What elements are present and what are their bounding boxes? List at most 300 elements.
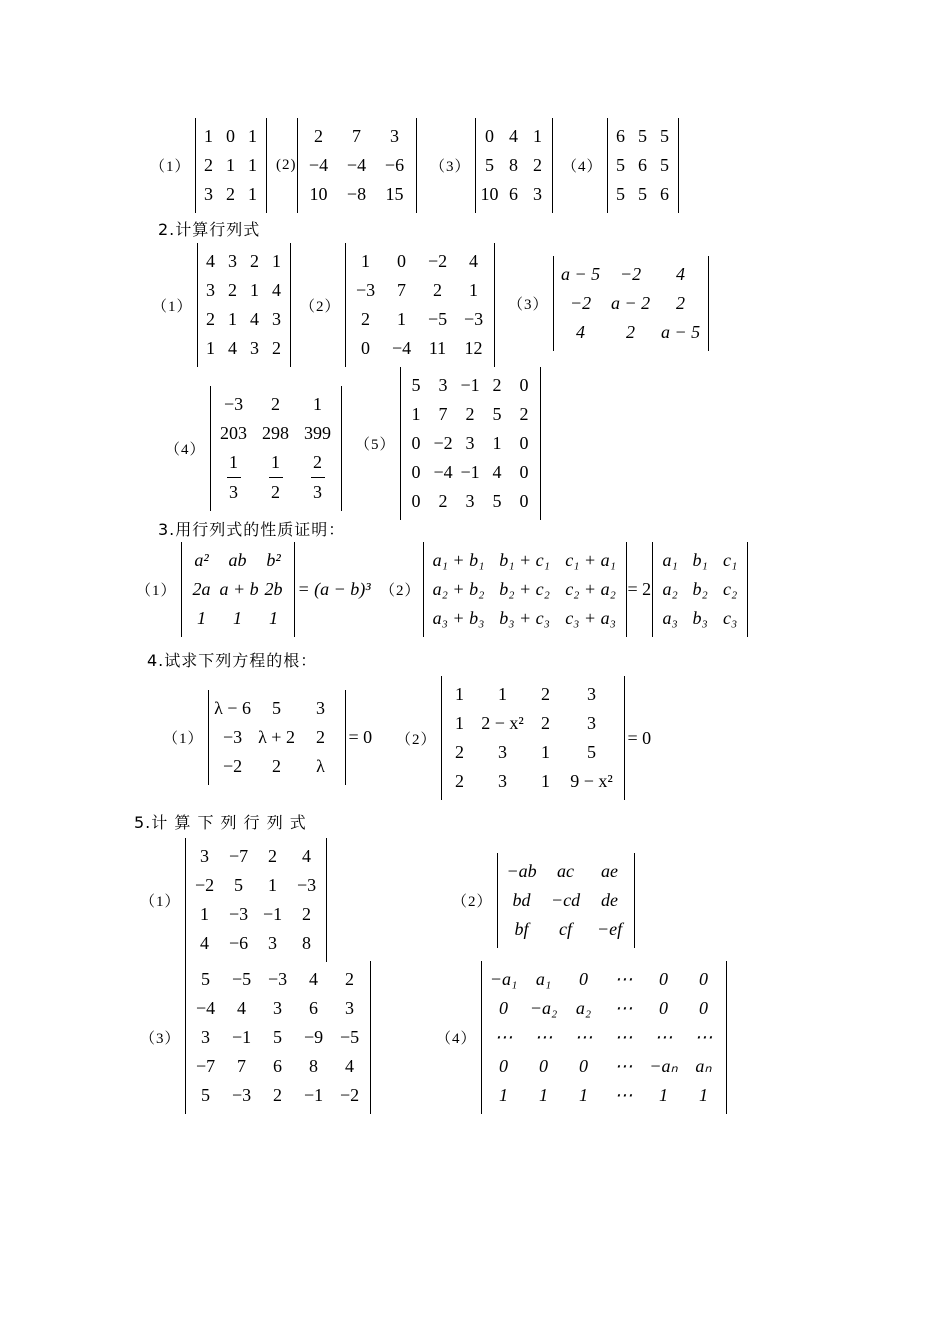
matrix-cell: 2 — [206, 309, 216, 329]
denominator: 3 — [313, 482, 323, 502]
matrix-cell: 3 — [498, 771, 508, 791]
matrix-cell: −ab — [506, 861, 537, 881]
matrix-cell: −cd — [550, 890, 581, 910]
item-label: （4） — [562, 159, 603, 175]
matrix-cell: 2 — [519, 404, 529, 424]
matrix-cell: 3 — [201, 1027, 211, 1047]
matrix-cell: 7 — [237, 1056, 247, 1076]
matrix-cell: 1 — [233, 608, 243, 628]
determinant — [185, 838, 327, 962]
matrix-cell: −3 — [228, 904, 249, 924]
determinant — [423, 542, 627, 637]
matrix-cell: −4 — [391, 338, 412, 358]
section-2-title: 2.计算行列式 — [158, 220, 261, 239]
matrix-cell: 1 — [659, 1085, 669, 1105]
matrix-cell-fraction — [297, 448, 339, 507]
item-label: （2） — [452, 894, 493, 910]
matrix-cell: 0 — [411, 462, 421, 482]
matrix-cell: 3 — [498, 742, 508, 762]
matrix-cell: 0 — [659, 998, 669, 1018]
matrix-cell: 2 — [271, 394, 281, 414]
matrix-cell: 1 — [539, 1085, 549, 1105]
matrix-cell: a − 5 — [560, 264, 601, 284]
matrix-cell: −4 — [195, 998, 216, 1018]
matrix-cell: −3 — [223, 394, 244, 414]
matrix-cell: 5 — [660, 155, 670, 175]
matrix-cell: 2 — [302, 904, 312, 924]
matrix-cell: −5 — [231, 969, 252, 989]
matrix-cell: 3 — [533, 184, 543, 204]
rhs: = 0 — [627, 727, 652, 748]
matrix-cell: −6 — [384, 155, 405, 175]
matrix-cell: −a₂ — [529, 998, 558, 1018]
matrix-cell: −2 — [619, 264, 642, 284]
s5-item-2 — [452, 853, 635, 948]
matrix-cell: −1 — [303, 1085, 324, 1105]
matrix-cell: b₃ — [692, 608, 708, 628]
matrix-cell: −2 — [427, 251, 448, 271]
matrix-cell: a − 2 — [610, 293, 651, 313]
item-label: (2) — [276, 157, 297, 173]
s5-item-3 — [140, 961, 371, 1114]
matrix-cell: −4 — [308, 155, 329, 175]
matrix-cell: 4 — [492, 462, 502, 482]
matrix-cell: a + b — [219, 579, 259, 599]
matrix-cell: 5 — [201, 969, 211, 989]
determinant — [497, 853, 635, 948]
matrix-cell: cf — [559, 919, 573, 939]
matrix-cell: 1 — [361, 251, 371, 271]
matrix-cell: ⋯ — [654, 1027, 673, 1047]
matrix-cell: 1 — [248, 126, 258, 146]
item-label: （3） — [430, 159, 471, 175]
matrix-cell: −2 — [339, 1085, 360, 1105]
matrix-cell: ab — [228, 550, 247, 570]
matrix-cell: −4 — [346, 155, 367, 175]
matrix-cell: 0 — [579, 1056, 589, 1076]
matrix-cell: 4 — [676, 264, 686, 284]
determinant — [195, 118, 267, 213]
matrix-cell: a − 5 — [660, 322, 701, 342]
matrix-cell: 1 — [226, 155, 236, 175]
matrix-cell: 399 — [304, 423, 332, 443]
matrix-cell: 3 — [272, 309, 282, 329]
matrix-cell: −3 — [222, 727, 243, 747]
matrix-cell: 2 — [273, 1085, 283, 1105]
matrix-cell: −ef — [596, 919, 623, 939]
matrix-cell: 5 — [492, 491, 502, 511]
matrix-cell: 1 — [499, 1085, 509, 1105]
matrix-cell: c₃ — [723, 608, 738, 628]
matrix-cell: 6 — [509, 184, 519, 204]
matrix-cell: −6 — [228, 933, 249, 953]
matrix-cell: 5 — [638, 126, 648, 146]
matrix-cell: 0 — [519, 433, 529, 453]
matrix-cell: ae — [601, 861, 619, 881]
determinant — [185, 961, 371, 1114]
matrix-cell: 1 — [250, 280, 260, 300]
matrix-cell: 2 — [676, 293, 686, 313]
s2-item-1 — [152, 243, 291, 367]
matrix-cell: 2 — [541, 684, 551, 704]
matrix-cell: 5 — [273, 1027, 283, 1047]
matrix-cell: b₂ — [692, 579, 708, 599]
matrix-cell: ⋯ — [534, 1027, 553, 1047]
matrix-cell: a₃ — [662, 608, 678, 628]
matrix-cell: 6 — [309, 998, 319, 1018]
matrix-cell: 10 — [309, 184, 328, 204]
matrix-cell: 2 — [228, 280, 238, 300]
s3-item-1 — [136, 542, 374, 637]
matrix-cell: c₂ — [723, 579, 738, 599]
matrix-cell: 3 — [204, 184, 214, 204]
matrix-cell: 1 — [533, 126, 543, 146]
matrix-cell: −8 — [346, 184, 367, 204]
matrix-cell: −aₙ — [649, 1056, 678, 1076]
matrix-cell: 4 — [206, 251, 216, 271]
item-label: （2） — [300, 298, 341, 315]
matrix-cell: 3 — [465, 433, 475, 453]
matrix-cell: a₂ — [662, 579, 678, 599]
item-label: （1） — [163, 731, 204, 747]
matrix-cell: 1 — [411, 404, 421, 424]
matrix-cell: 8 — [302, 933, 312, 953]
matrix-cell: a₁ + b₁ — [432, 550, 485, 570]
s1-item-2 — [276, 118, 417, 213]
matrix-cell: 3 — [268, 933, 278, 953]
matrix-cell: 1 — [455, 684, 465, 704]
matrix-cell: 7 — [438, 404, 448, 424]
matrix-cell: −9 — [303, 1027, 324, 1047]
matrix-cell: 2 — [433, 280, 443, 300]
matrix-cell: ⋯ — [614, 1027, 633, 1047]
matrix-cell: ⋯ — [614, 969, 633, 989]
matrix-cell: 1 — [455, 713, 465, 733]
matrix-cell: −2 — [194, 875, 215, 895]
matrix-cell: 3 — [228, 251, 238, 271]
matrix-cell: 298 — [262, 423, 290, 443]
matrix-cell: 0 — [519, 375, 529, 395]
matrix-cell: 1 — [197, 608, 207, 628]
section-4-title: 4.试求下列方程的根： — [147, 651, 318, 670]
matrix-cell: 4 — [576, 322, 586, 342]
matrix-cell: 1 — [200, 904, 210, 924]
matrix-cell: 1 — [498, 684, 508, 704]
matrix-cell: 11 — [428, 338, 447, 358]
s4-item-1 — [163, 690, 375, 785]
matrix-cell: −7 — [228, 846, 249, 866]
item-label: （1） — [150, 159, 191, 175]
s1-item-3 — [430, 118, 553, 213]
matrix-cell: 6 — [273, 1056, 283, 1076]
determinant — [400, 367, 541, 520]
matrix-cell: a₁ — [535, 969, 552, 989]
middle-equals: = 2 — [627, 579, 652, 599]
matrix-cell: 15 — [385, 184, 404, 204]
matrix-cell-fraction — [255, 448, 297, 507]
matrix-cell: 2b — [264, 579, 283, 599]
matrix-cell: 1 — [469, 280, 479, 300]
matrix-cell: 1 — [248, 155, 258, 175]
matrix-cell: 0 — [539, 1056, 549, 1076]
matrix-cell: 5 — [272, 698, 282, 718]
matrix-cell: 5 — [616, 155, 626, 175]
matrix-cell: 6 — [616, 126, 626, 146]
matrix-cell: 2a — [192, 579, 211, 599]
matrix-cell: 2 — [345, 969, 355, 989]
matrix-cell: 6 — [660, 184, 670, 204]
matrix-cell: −2 — [222, 756, 243, 776]
matrix-cell: −7 — [195, 1056, 216, 1076]
s1-item-1 — [150, 118, 267, 213]
matrix-cell: 9 − x² — [570, 771, 613, 791]
matrix-cell: 10 — [480, 184, 499, 204]
matrix-cell: 1 — [397, 309, 407, 329]
matrix-cell: 1 — [579, 1085, 589, 1105]
matrix-cell: 2 — [314, 126, 323, 146]
matrix-cell: 4 — [469, 251, 479, 271]
matrix-cell: 4 — [200, 933, 210, 953]
item-label: （4） — [165, 442, 206, 458]
matrix-cell: 2 — [316, 727, 326, 747]
matrix-cell: −a₁ — [489, 969, 518, 989]
matrix-cell: 0 — [519, 462, 529, 482]
matrix-cell: 7 — [397, 280, 407, 300]
matrix-cell: 1 — [541, 771, 551, 791]
matrix-cell: 5 — [660, 126, 670, 146]
matrix-cell: −3 — [355, 280, 376, 300]
determinant — [208, 690, 346, 785]
matrix-cell: 3 — [345, 998, 355, 1018]
matrix-cell: 2 — [533, 155, 543, 175]
numerator: 1 — [271, 452, 281, 472]
matrix-cell: 1 — [268, 875, 278, 895]
section-3-title: 3.用行列式的性质证明： — [158, 520, 346, 539]
s1-item-4 — [562, 118, 679, 213]
matrix-cell: a₃ + b₃ — [432, 608, 485, 628]
matrix-cell: b₃ + c₃ — [499, 608, 550, 628]
matrix-cell: −3 — [296, 875, 317, 895]
determinant — [607, 118, 679, 213]
matrix-cell: 1 — [204, 126, 214, 146]
matrix-cell: 4 — [237, 998, 247, 1018]
matrix-cell: 0 — [397, 251, 407, 271]
matrix-cell: λ + 2 — [258, 727, 295, 747]
matrix-cell: a₁ — [662, 550, 678, 570]
matrix-cell: −1 — [262, 904, 283, 924]
item-label: （3） — [140, 1031, 181, 1047]
determinant — [481, 961, 727, 1114]
determinant — [652, 542, 748, 637]
matrix-cell: 0 — [485, 126, 495, 146]
matrix-cell: b² — [266, 550, 281, 570]
matrix-cell: −1 — [460, 375, 480, 395]
matrix-cell: 2 — [226, 184, 236, 204]
s5-item-4 — [436, 961, 727, 1114]
matrix-cell: ⋯ — [694, 1027, 713, 1047]
item-label: （4） — [436, 1031, 477, 1047]
matrix-cell: −2 — [569, 293, 592, 313]
item-label: （2） — [380, 583, 421, 599]
s4-item-2 — [396, 676, 654, 800]
matrix-cell: 2 — [455, 742, 465, 762]
matrix-cell: 2 — [204, 155, 214, 175]
denominator: 2 — [271, 482, 281, 502]
matrix-cell: de — [601, 890, 619, 910]
matrix-cell: 4 — [272, 280, 282, 300]
matrix-cell: 0 — [659, 969, 669, 989]
matrix-cell: 0 — [411, 433, 421, 453]
s2-item-2 — [300, 243, 495, 367]
matrix-cell: 0 — [499, 1056, 509, 1076]
matrix-cell: 2 — [626, 322, 636, 342]
s2-item-4 — [165, 386, 342, 511]
matrix-cell: 2 — [455, 771, 465, 791]
determinant — [181, 542, 295, 637]
matrix-cell: −3 — [267, 969, 288, 989]
determinant — [345, 243, 495, 367]
matrix-cell: 8 — [509, 155, 519, 175]
matrix-cell: 1 — [541, 742, 551, 762]
matrix-cell: bf — [514, 919, 529, 939]
matrix-cell: −4 — [433, 462, 453, 482]
matrix-cell: −3 — [231, 1085, 252, 1105]
matrix-cell: 1 — [313, 394, 323, 414]
item-label: （1） — [140, 893, 181, 910]
matrix-cell: 3 — [200, 846, 210, 866]
item-label: （1） — [136, 583, 177, 599]
matrix-cell-fraction — [213, 448, 255, 507]
rhs: = 0 — [348, 727, 373, 747]
matrix-cell: 1 — [248, 184, 258, 204]
matrix-cell: c₃ + a₃ — [565, 608, 616, 628]
item-label: （5） — [355, 437, 396, 453]
matrix-cell: 2 — [541, 713, 551, 733]
determinant — [197, 243, 291, 367]
matrix-cell: 7 — [352, 126, 361, 146]
item-label: （2） — [396, 731, 437, 748]
matrix-cell: a₂ + b₂ — [432, 579, 485, 599]
matrix-cell: −2 — [433, 433, 453, 453]
matrix-cell: 5 — [638, 184, 648, 204]
numerator: 1 — [229, 452, 239, 472]
matrix-cell: 0 — [411, 491, 421, 511]
matrix-cell: λ — [316, 756, 325, 776]
matrix-cell: 0 — [519, 491, 529, 511]
matrix-cell: 4 — [509, 126, 519, 146]
matrix-cell: 3 — [438, 375, 448, 395]
matrix-cell: 4 — [250, 309, 260, 329]
matrix-cell: 3 — [465, 491, 475, 511]
matrix-cell: 0 — [699, 969, 709, 989]
determinant — [475, 118, 553, 213]
matrix-cell: 3 — [250, 338, 260, 358]
matrix-cell: 2 − x² — [481, 713, 524, 733]
matrix-cell: −1 — [231, 1027, 252, 1047]
matrix-cell: b₂ + c₂ — [499, 579, 550, 599]
matrix-cell: ⋯ — [614, 1085, 633, 1105]
s2-item-3 — [508, 256, 709, 351]
determinant — [210, 386, 342, 511]
matrix-cell: −5 — [339, 1027, 360, 1047]
matrix-cell: 1 — [492, 433, 502, 453]
determinant — [297, 118, 417, 213]
numerator: 2 — [313, 452, 323, 472]
determinant — [441, 676, 625, 800]
matrix-cell: 4 — [228, 338, 238, 358]
matrix-cell: 4 — [345, 1056, 355, 1076]
matrix-cell: 1 — [699, 1085, 709, 1105]
matrix-cell: 2 — [272, 338, 282, 358]
matrix-cell: 2 — [250, 251, 260, 271]
matrix-cell: −1 — [460, 462, 480, 482]
matrix-cell: 0 — [499, 998, 509, 1018]
matrix-cell: 3 — [390, 126, 399, 146]
matrix-cell: −5 — [427, 309, 448, 329]
matrix-cell: 2 — [465, 404, 475, 424]
matrix-cell: ac — [557, 861, 575, 881]
matrix-cell: bd — [512, 890, 531, 910]
s5-item-1 — [140, 838, 327, 962]
matrix-cell: 5 — [492, 404, 502, 424]
matrix-cell: 6 — [638, 155, 648, 175]
matrix-cell: b₁ + c₁ — [499, 550, 550, 570]
matrix-cell: 1 — [206, 338, 216, 358]
matrix-cell: 2 — [272, 756, 282, 776]
matrix-cell: 5 — [485, 155, 495, 175]
matrix-cell: 2 — [268, 846, 278, 866]
matrix-cell: 3 — [206, 280, 216, 300]
matrix-cell: −3 — [463, 309, 484, 329]
matrix-cell: λ − 6 — [214, 698, 251, 718]
matrix-cell: 1 — [228, 309, 238, 329]
matrix-cell: 0 — [579, 969, 589, 989]
matrix-cell: 3 — [316, 698, 326, 718]
matrix-cell: 5 — [201, 1085, 211, 1105]
matrix-cell: 5 — [587, 742, 597, 762]
s2-item-5 — [355, 367, 541, 520]
matrix-cell: c₂ + a₂ — [565, 579, 616, 599]
matrix-cell: 3 — [587, 713, 597, 733]
matrix-cell: 1 — [272, 251, 282, 271]
matrix-cell: 4 — [302, 846, 312, 866]
s3-item-2 — [380, 542, 748, 637]
rhs: = (a − b)³ — [297, 579, 371, 599]
matrix-cell: a₂ — [575, 998, 592, 1018]
matrix-cell: ⋯ — [574, 1027, 593, 1047]
matrix-cell: aₙ — [695, 1056, 712, 1076]
matrix-cell: 0 — [699, 998, 709, 1018]
matrix-cell: ⋯ — [614, 998, 633, 1018]
matrix-cell: 8 — [309, 1056, 319, 1076]
matrix-cell: 3 — [587, 684, 597, 704]
denominator: 3 — [229, 482, 239, 502]
matrix-cell: 0 — [361, 338, 371, 358]
matrix-cell: 5 — [234, 875, 244, 895]
matrix-cell: c₁ — [723, 550, 738, 570]
matrix-cell: c₁ + a₁ — [565, 550, 616, 570]
determinant — [553, 256, 709, 351]
matrix-cell: a² — [194, 550, 209, 570]
matrix-cell: 203 — [220, 423, 248, 443]
matrix-cell: 2 — [361, 309, 371, 329]
matrix-cell: 5 — [411, 375, 421, 395]
matrix-cell: 4 — [309, 969, 319, 989]
matrix-cell: 3 — [273, 998, 283, 1018]
item-label: （3） — [508, 297, 549, 313]
matrix-cell: 5 — [616, 184, 626, 204]
matrix-cell: ⋯ — [494, 1027, 513, 1047]
